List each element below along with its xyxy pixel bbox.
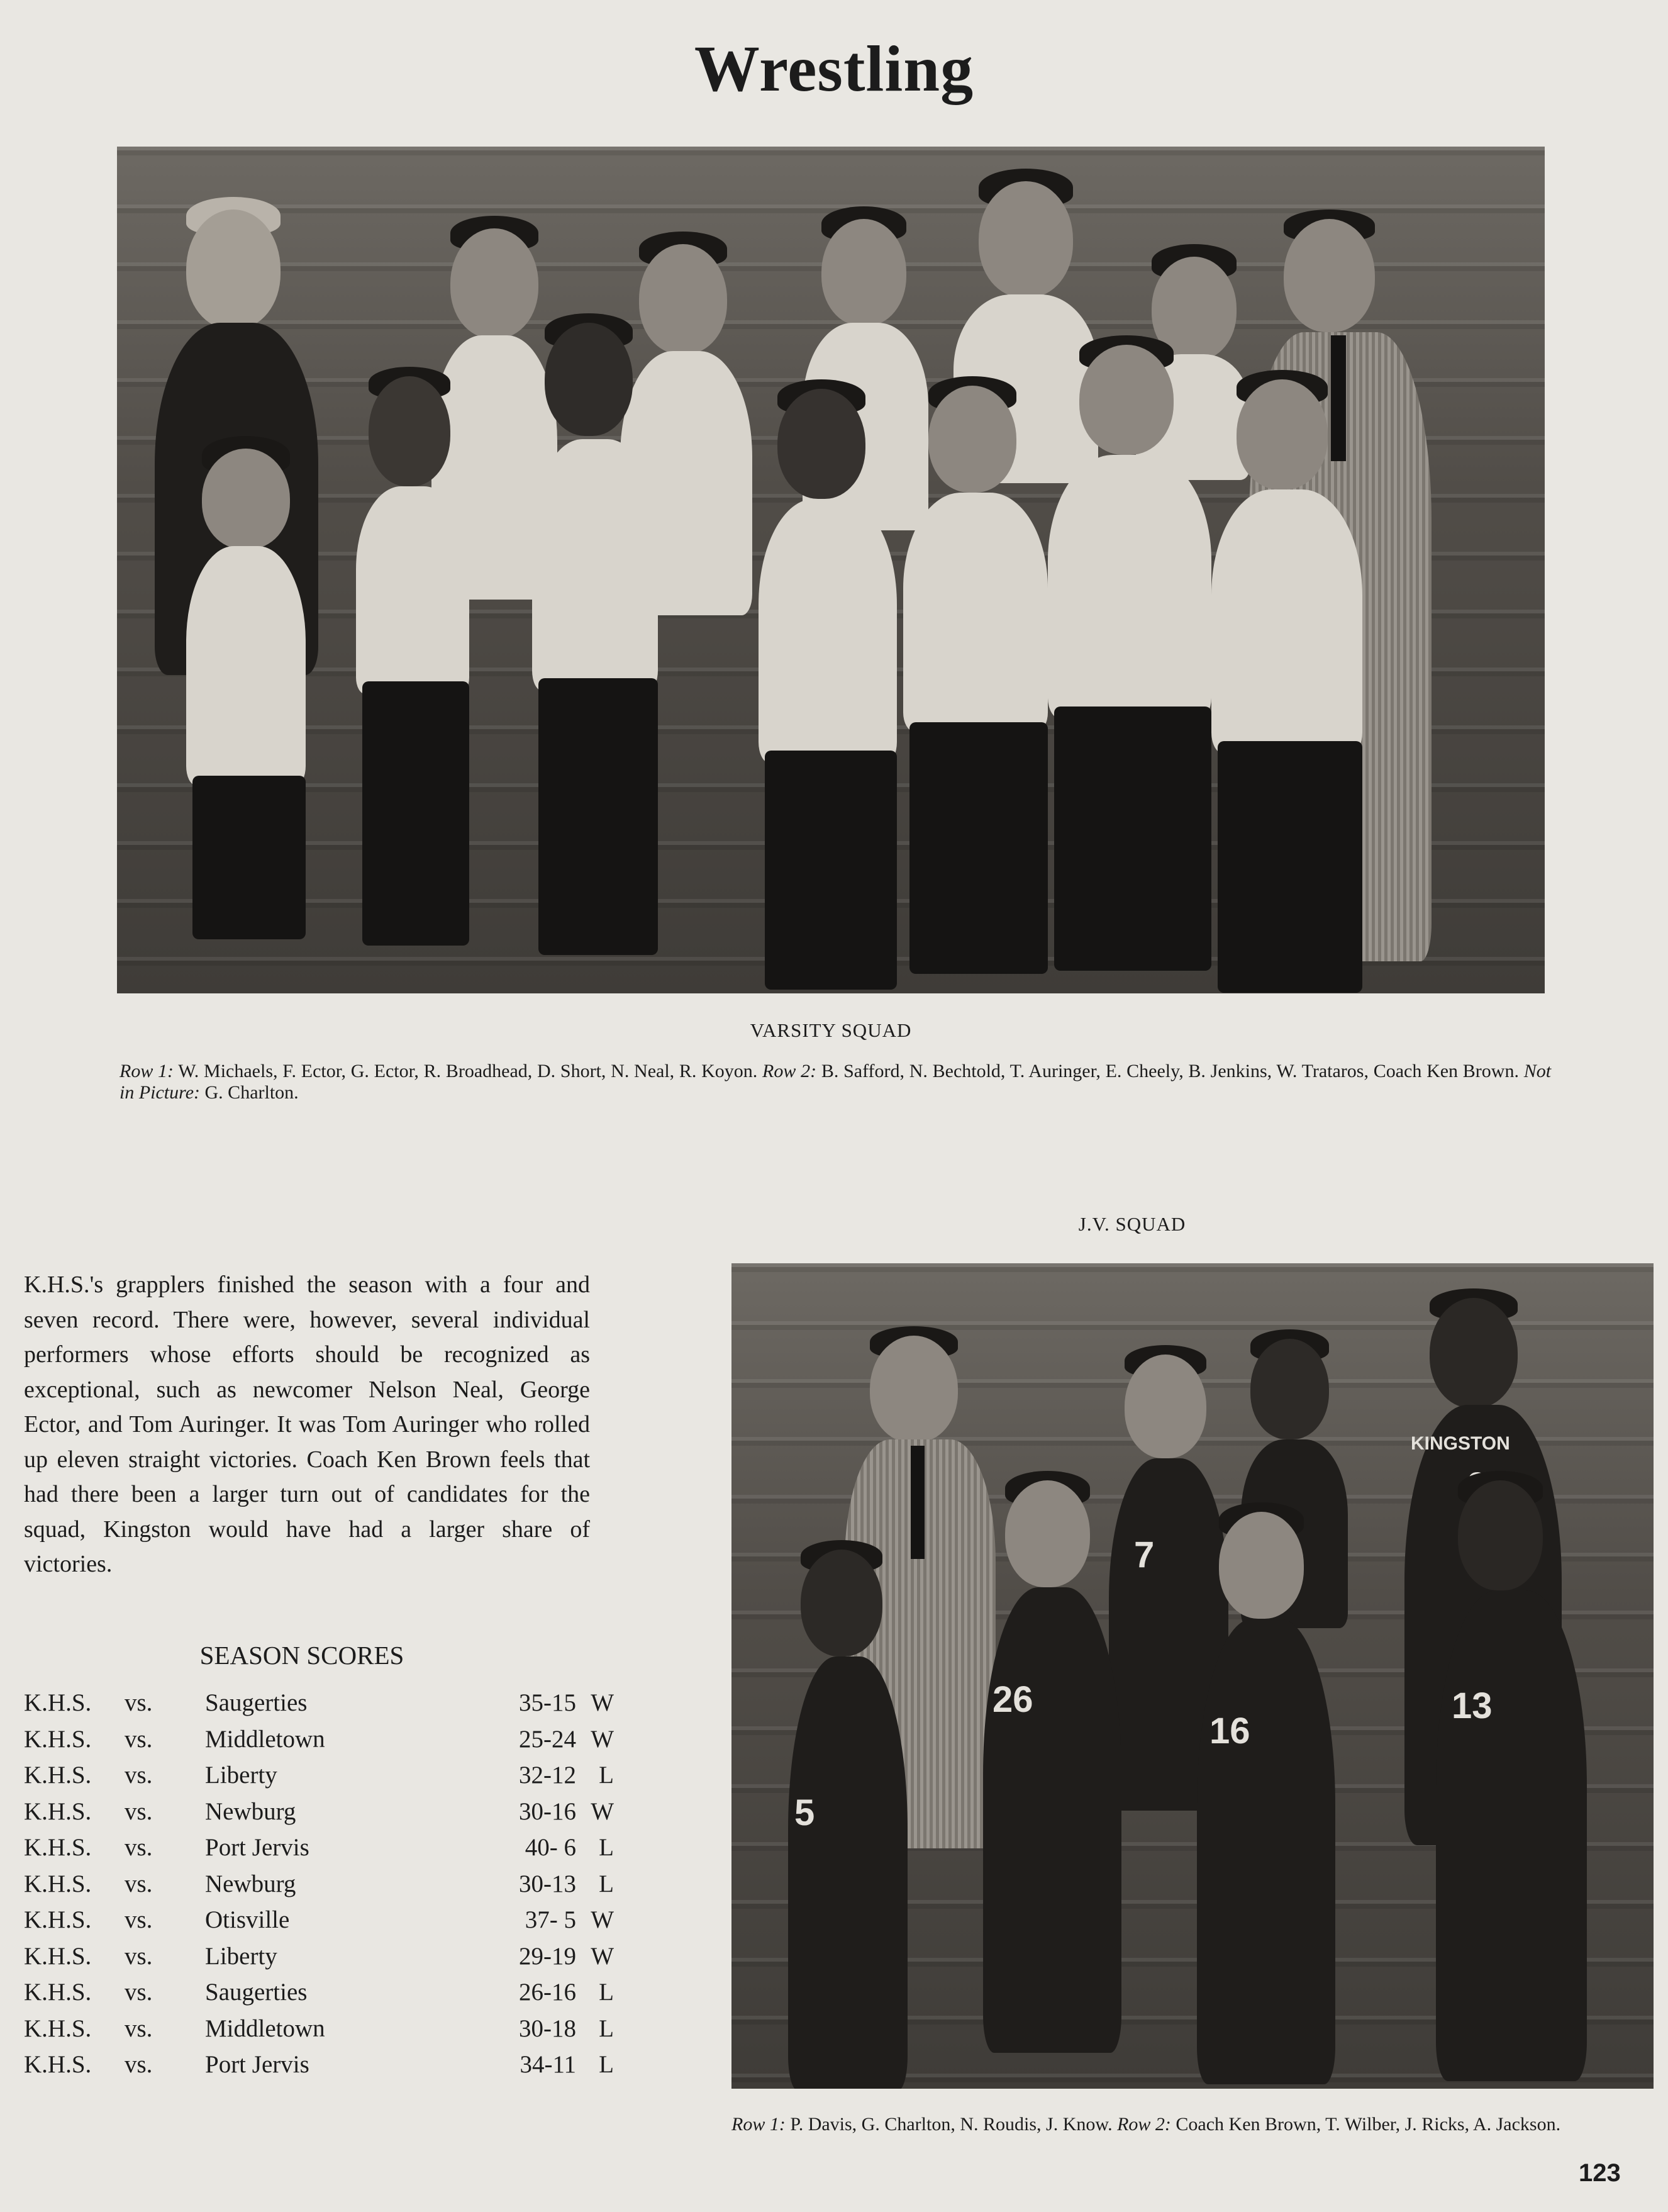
row-label: Row 1:: [731, 2114, 786, 2135]
score-row: [24, 2011, 614, 2047]
season-scores-heading: SEASON SCORES: [199, 1641, 404, 1670]
score-result-cell: W: [591, 1725, 614, 1753]
score-value-cell: 30-16: [519, 1797, 576, 1825]
score-team-cell: K.H.S.: [24, 1870, 92, 1897]
score-vs-cell: vs.: [125, 1689, 153, 1717]
score-result-cell: W: [591, 1797, 614, 1825]
score-result-cell: L: [599, 1834, 614, 1862]
score-value-cell: 34-11: [520, 2051, 576, 2079]
score-row: [24, 1866, 614, 1902]
score-team-cell: K.H.S.: [24, 2014, 92, 2042]
score-result-cell: L: [599, 1870, 614, 1897]
row-names: B. Safford, N. Bechtold, T. Auringer, E. Cheely, B. Jenkins, W. Trataros, Coach Ken Brown.: [821, 1061, 1519, 1081]
score-value-cell: 25-24: [519, 1725, 576, 1753]
score-opponent-cell: Saugerties: [205, 1689, 308, 1717]
score-vs-cell: vs.: [125, 1906, 153, 1934]
score-vs-cell: vs.: [125, 2014, 153, 2042]
not-in-picture-names: G. Charlton.: [204, 1082, 299, 1103]
jv-caption-heading: J.V. SQUAD: [1078, 1213, 1186, 1235]
jersey-text: KINGSTON: [1411, 1433, 1510, 1454]
score-team-cell: K.H.S.: [24, 1906, 92, 1934]
score-row: [24, 1829, 614, 1866]
score-opponent-cell: Newburg: [205, 1870, 296, 1897]
score-row: [24, 1721, 614, 1758]
score-team-cell: K.H.S.: [24, 1762, 92, 1789]
score-team-cell: K.H.S.: [24, 1942, 92, 1970]
score-vs-cell: vs.: [125, 1870, 153, 1897]
score-row: [24, 1794, 614, 1830]
score-value-cell: 26-16: [519, 1979, 576, 2006]
score-vs-cell: vs.: [125, 1725, 153, 1753]
jersey-number: 7: [1134, 1534, 1155, 1575]
score-vs-cell: vs.: [125, 1762, 153, 1789]
jv-team-photo: [731, 1263, 1654, 2089]
row-names: P. Davis, G. Charlton, N. Roudis, J. Know.: [790, 2114, 1113, 2135]
score-team-cell: K.H.S.: [24, 1689, 92, 1717]
varsity-caption: [120, 1061, 1551, 1103]
score-opponent-cell: Middletown: [205, 2014, 325, 2042]
score-row: [24, 2047, 614, 2083]
score-team-cell: K.H.S.: [24, 1834, 92, 1862]
page-number: 123: [1579, 2159, 1621, 2187]
score-row: [24, 1757, 614, 1794]
score-team-cell: K.H.S.: [24, 2051, 92, 2079]
row-names: Coach Ken Brown, T. Wilber, J. Ricks, A. Jackson.: [1176, 2114, 1561, 2135]
score-result-cell: L: [599, 1979, 614, 2006]
score-result-cell: L: [599, 1762, 614, 1789]
row-label: Row 2:: [762, 1061, 817, 1081]
score-vs-cell: vs.: [125, 1797, 153, 1825]
score-opponent-cell: Saugerties: [205, 1979, 308, 2006]
score-result-cell: L: [599, 2014, 614, 2042]
varsity-caption-heading: VARSITY SQUAD: [750, 1019, 912, 1041]
score-vs-cell: vs.: [125, 1979, 153, 2006]
row-label: Row 1:: [120, 1061, 174, 1081]
score-row: [24, 1685, 614, 1721]
article-text: K.H.S.'s grapplers finished the season with a four and seven record. There were, however, several individual performers whose efforts should be recognized as exceptional, such as newcomer Nelson Neal, George Ector, and Tom Auringer. It was Tom Auringer who rolled up eleven straight victories. Coach Ken Brown feels that had there been a larger turn out of candidates for the squad, Kingston would have had a larger share of victories.: [24, 1271, 590, 1577]
row-names: W. Michaels, F. Ector, G. Ector, R. Broadhead, D. Short, N. Neal, R. Koyon.: [178, 1061, 758, 1081]
score-result-cell: W: [591, 1942, 614, 1970]
jersey-number: 26: [992, 1679, 1033, 1720]
score-row: [24, 1974, 614, 2011]
score-opponent-cell: Port Jervis: [205, 2051, 309, 2079]
score-vs-cell: vs.: [125, 1942, 153, 1970]
score-value-cell: 30-13: [519, 1870, 576, 1897]
season-scores-table: [24, 1685, 614, 2083]
score-row: [24, 1938, 614, 1975]
jv-caption: [731, 2114, 1654, 2135]
score-opponent-cell: Port Jervis: [205, 1834, 309, 1862]
score-value-cell: 37- 5: [525, 1906, 576, 1934]
score-result-cell: W: [591, 1689, 614, 1717]
not-in-picture-label: Not in Picture:: [120, 1061, 1552, 1103]
row-label: Row 2:: [1117, 2114, 1171, 2135]
jersey-number: 5: [794, 1792, 815, 1833]
score-result-cell: W: [591, 1906, 614, 1934]
score-opponent-cell: Otisville: [205, 1906, 290, 1934]
score-opponent-cell: Middletown: [205, 1725, 325, 1753]
jersey-number: 16: [1209, 1711, 1250, 1751]
score-value-cell: 30-18: [519, 2014, 576, 2042]
score-team-cell: K.H.S.: [24, 1979, 92, 2006]
score-team-cell: K.H.S.: [24, 1725, 92, 1753]
score-value-cell: 29-19: [519, 1942, 576, 1970]
varsity-team-photo: [117, 147, 1545, 993]
score-vs-cell: vs.: [125, 1834, 153, 1862]
score-value-cell: 40- 6: [525, 1834, 576, 1862]
score-opponent-cell: Liberty: [205, 1762, 277, 1789]
score-opponent-cell: Newburg: [205, 1797, 296, 1825]
score-value-cell: 32-12: [519, 1762, 576, 1789]
jersey-number: 13: [1452, 1685, 1493, 1726]
score-value-cell: 35-15: [519, 1689, 576, 1717]
score-row: [24, 1902, 614, 1938]
score-team-cell: K.H.S.: [24, 1797, 92, 1825]
score-result-cell: L: [599, 2051, 614, 2079]
page-title: Wrestling: [694, 33, 974, 105]
score-vs-cell: vs.: [125, 2051, 153, 2079]
score-opponent-cell: Liberty: [205, 1942, 277, 1970]
